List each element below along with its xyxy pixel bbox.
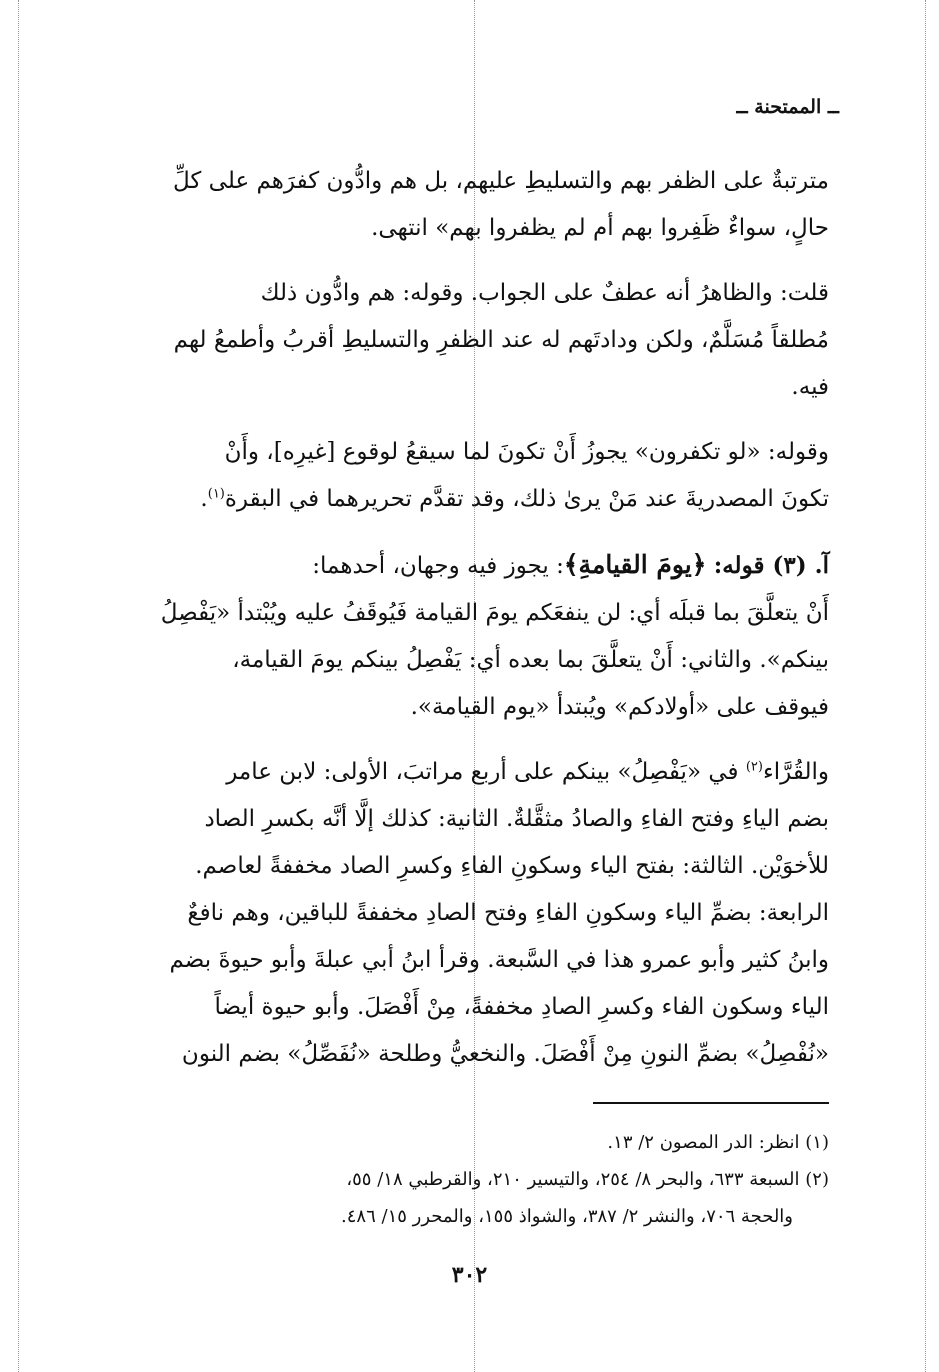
footnote-1: (١) انظر: الدر المصون ٢/ ١٣.	[607, 1132, 829, 1153]
footnotes	[129, 1124, 829, 1235]
scan-dotted-line-left	[18, 0, 19, 1372]
running-header: ــ الممتحنة ــ	[736, 96, 839, 118]
text-line-content: : يجوز فيه وجهان، أحدهما:	[312, 553, 564, 579]
text-line: بضم الياءِ وفتح الفاءِ والصادُ مثقَّلةٌ. الثانية: كذلك إلَّا أنَّه بكسرِ الصاد	[204, 806, 829, 832]
text-line: بينكم». والثاني: أَنْ يتعلَّقَ بما بعده أي: يَفْصِلُ بينكم يومَ القيامة،	[232, 647, 829, 673]
text-line-content: والقُرَّاء	[762, 759, 829, 785]
text-line	[139, 749, 829, 796]
paragraph-1	[139, 158, 829, 252]
text-line: وابنُ كثير وأبو عمرو هذا في السَّبعة. وقرأ ابنُ أبي عبلةَ وأبو حيوةَ بضم	[169, 947, 829, 973]
text-line	[139, 476, 829, 523]
quran-verse: ﴿يومَ القيامةِ﴾	[563, 550, 707, 579]
line-end-period: .	[200, 486, 208, 512]
footnote-2: (٢) السبعة ٦٣٣، والبحر ٨/ ٢٥٤، والتيسير ٢١٠، والقرطبي ١٨/ ٥٥،	[346, 1169, 829, 1190]
paragraph-3	[139, 429, 829, 523]
text-line: وقوله: «لو تكفرون» يجوزُ أَنْ تكونَ لما سيقعُ لوقوع [غيرِه]، وأَنْ	[224, 439, 829, 465]
text-line: الرابعة: بضمِّ الياء وسكونِ الفاءِ وفتح الصادِ مخففةً للباقين، وهم نافعٌ	[187, 900, 829, 926]
text-line: حالٍ، سواءٌ ظَفِروا بهم أم لم يظفروا بهم» انتهى.	[371, 215, 829, 241]
paragraph-4	[139, 541, 829, 731]
footnote-marker: (١)	[207, 486, 225, 502]
verse-reference: آ. (٣) قوله:	[713, 552, 829, 579]
text-line: أَنْ يتعلَّقَ بما قبلَه أي: لن ينفعَكم يومَ القيامة فَيُوقَفُ عليه ويُبْتدأ «يَفْصِلُ	[160, 600, 829, 626]
text-line: «نُفْصِلُ» بضمِّ النونِ مِنْ أَفْصَلَ. والنخعيُّ وطلحة «نُفَصِّلُ» بضم النون	[181, 1041, 829, 1067]
footnote-2-continuation: والحجة ٧٠٦، والنشر ٢/ ٣٨٧، والشواذ ١٥٥، والمحرر ١٥/ ٤٨٦.	[341, 1206, 793, 1227]
page-number: ٣٠٢	[451, 1262, 488, 1288]
text-line: الياء وسكون الفاء وكسرِ الصادِ مخففةً، مِنْ أَفْصَلَ. وأبو حيوة أيضاً	[214, 994, 829, 1020]
text-line: فيه.	[791, 374, 829, 400]
text-line: مترتبةٌ على الظفر بهم والتسليطِ عليهم، بل هم وادُّون كفرَهم على كلِّ	[173, 168, 829, 194]
scan-dotted-line-right	[925, 0, 926, 1372]
text-line-content: في «يَفْصِلُ» بينكم على أربع مراتبَ، الأولى: لابن عامر	[226, 759, 739, 785]
text-line: للأخوَيْن. الثالثة: بفتح الياء وسكونِ الفاءِ وكسرِ الصاد مخففةً لعاصم.	[195, 853, 829, 879]
text-line: مُطلقاً مُسَلَّمٌ، ولكن ودادتَهم له عند الظفرِ والتسليطِ أقربُ وأطمعُ لهم	[173, 327, 829, 353]
paragraph-5	[139, 749, 829, 1078]
text-line: قلت: والظاهرُ أنه عطفٌ على الجواب. وقوله: هم وادُّون ذلك	[260, 280, 829, 306]
text-line	[139, 541, 829, 590]
footnote-separator	[593, 1102, 829, 1104]
paragraph-2	[139, 270, 829, 411]
text-line-content: تكونَ المصدريةَ عند مَنْ يرىٰ ذلك، وقد تقدَّم تحريرهما في البقرة	[224, 486, 829, 512]
text-line: فيوقف على «أولادكم» ويُبتدأ «يوم القيامة».	[410, 694, 829, 720]
main-text	[139, 158, 829, 1096]
footnote-marker: (٢)	[745, 759, 763, 775]
